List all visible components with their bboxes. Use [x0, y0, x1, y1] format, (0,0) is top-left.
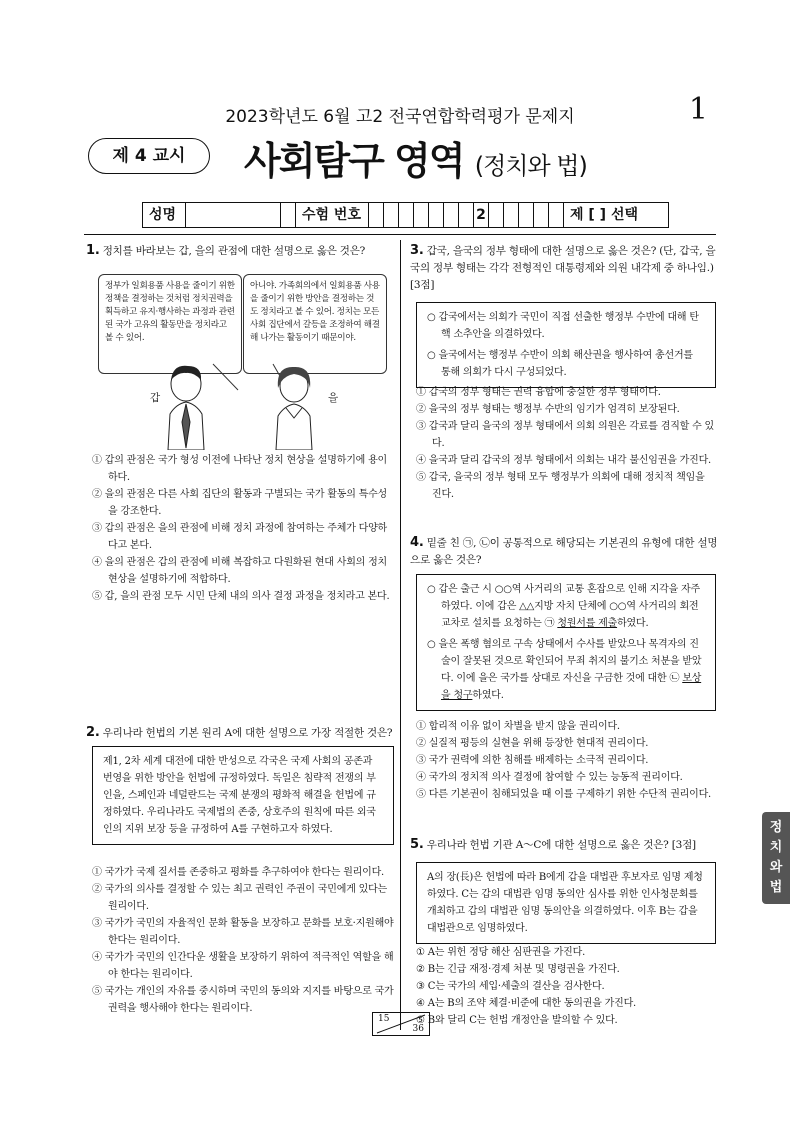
subject-subtitle: (정치와 법) — [474, 152, 587, 180]
period-badge: 제 4 교시 — [88, 138, 210, 174]
question-5 — [410, 836, 718, 854]
choice-1[interactable]: ① 합리적 이유 없이 차별을 받지 않을 권리이다. — [416, 721, 620, 732]
question-2 — [86, 724, 396, 742]
exam-number-box[interactable] — [519, 203, 534, 227]
question-number: 4. — [410, 535, 424, 550]
exam-number-box[interactable] — [504, 203, 519, 227]
passage-item: ○ 갑국에서는 의회가 국민이 직접 선출한 행정부 수반에 대해 탄핵 소추안을 의결하였다. — [427, 312, 699, 340]
header-rule — [84, 234, 716, 235]
subject-name: 사회탐구 영역 — [244, 139, 464, 183]
choice-1[interactable]: ① 국가가 국제 질서를 존중하고 평화를 추구하여야 한다는 원리이다. — [92, 867, 385, 878]
elective-label: 제 [ ] 선택 — [570, 207, 638, 223]
question-number: 3. — [410, 243, 424, 258]
subject-side-tab — [762, 812, 790, 904]
q1-choices — [92, 452, 394, 605]
choice-5[interactable]: ⑤ 갑, 을의 관점 모두 시민 단체 내의 의사 결정 과정을 정치라고 본다. — [92, 591, 390, 602]
underlined-term-a: 청원서를 제출 — [557, 618, 618, 629]
speakers-illustration — [98, 362, 388, 450]
choice-2[interactable]: ② 을의 관점은 다른 사회 집단의 활동과 구별되는 국가 활동의 특수성을 강조한다. — [92, 489, 388, 517]
speaker-label-b: 을 — [328, 392, 338, 404]
choice-2[interactable]: ② 국가의 의사를 결정할 수 있는 최고 권력인 주권이 국민에게 있다는 원리이다. — [92, 884, 388, 912]
choice-4[interactable]: ④ 을국과 달리 갑국의 정부 형태에서 의회는 내각 불신임권을 가진다. — [416, 455, 712, 466]
separator — [281, 203, 296, 227]
choice-3[interactable]: ③ C는 국가의 세입·세출의 결산을 검사한다. — [416, 981, 605, 992]
choice-1[interactable]: ① 갑국의 정부 형태는 권력 융합에 충실한 정부 형태이다. — [416, 387, 661, 398]
current-page: 15 — [378, 1014, 390, 1024]
exam-number-box[interactable] — [429, 203, 444, 227]
exam-title: 2023학년도 6월 고2 전국연합학력평가 문제지 — [225, 107, 575, 127]
choice-4[interactable]: ④ A는 B의 조약 체결·비준에 대한 동의권을 가진다. — [416, 998, 637, 1009]
q5-choices — [416, 944, 716, 1029]
choice-1[interactable]: ① 갑의 관점은 국가 형성 이전에 나타난 정치 현상을 설명하기에 용이하다. — [92, 455, 388, 483]
question-number: 5. — [410, 837, 424, 852]
q2-choices — [92, 864, 394, 1017]
subject-title — [244, 130, 587, 185]
passage-text: 하였다. — [617, 618, 649, 629]
choice-2[interactable]: ② 실질적 평등의 실현을 위해 등장한 현대적 권리이다. — [416, 738, 649, 749]
exam-number-box[interactable] — [369, 203, 384, 227]
q2-passage-box: 제1, 2차 세계 대전에 대한 반성으로 각국은 국제 사회의 공존과 번영을 위한 방안을 헌법에 규정하였다. 독일은 침략적 전쟁의 부인을, 스페인과 네덜란드는 국제 분쟁의 평화적 해결을 헌법에 규정하였다. 우리나라도 국제법의 존중, 상호주의 원칙에 따른 외국인의 지위 보장 등을 규정하여 A를 구현하고자 하였다. — [92, 746, 394, 845]
choice-5[interactable]: ⑤ B와 달리 C는 헌법 개정안을 발의할 수 있다. — [416, 1015, 618, 1026]
speaker-label-a: 갑 — [150, 392, 160, 404]
name-label: 성명 — [143, 203, 186, 227]
choice-5[interactable]: ⑤ 다른 기본권이 침해되었을 때 이를 구제하기 위한 수단적 권리이다. — [416, 789, 712, 800]
q4-choices — [416, 718, 716, 803]
choice-4[interactable]: ④ 국가의 정치적 의사 결정에 참여할 수 있는 능동적 권리이다. — [416, 772, 683, 783]
choice-4[interactable]: ④ 을의 관점은 갑의 관점에 비해 복잡하고 다원화된 현대 사회의 정치 현상을 설명하기에 적합하다. — [92, 557, 388, 585]
choice-3[interactable]: ③ 국가 권력에 의한 침해를 배제하는 소극적 권리이다. — [416, 755, 649, 766]
question-number: 1. — [86, 243, 100, 258]
passage-item — [427, 581, 705, 632]
separator — [549, 203, 564, 227]
question-number: 2. — [86, 725, 100, 740]
choice-3[interactable]: ③ 갑국과 달리 을국의 정부 형태에서 의회 의원은 각료를 겸직할 수 있다. — [416, 421, 714, 449]
question-4 — [410, 534, 718, 569]
page-number: 1 — [688, 92, 708, 127]
question-stem: 우리나라 헌법 기관 A～C에 대한 설명으로 옳은 것은? [3점] — [426, 839, 696, 851]
exam-number-box[interactable] — [489, 203, 504, 227]
total-pages: 36 — [412, 1024, 424, 1034]
choice-4[interactable]: ④ 국가가 국민의 인간다운 생활을 보장하기 위하여 적극적인 역할을 해야 한다는 원리이다. — [92, 952, 394, 980]
bubble-tail — [213, 364, 238, 390]
passage-text: 하였다. — [472, 690, 504, 701]
choice-3[interactable]: ③ 갑의 관점은 을의 관점에 비해 정치 과정에 참여하는 주체가 다양하다고 본다. — [92, 523, 388, 551]
choice-1[interactable]: ① A는 위헌 정당 해산 심판권을 가진다. — [416, 947, 586, 958]
passage-text: ○ 을은 폭행 혐의로 구속 상태에서 수사를 받았으나 목격자의 진술이 잘못된 것으로 확인되어 무죄 취지의 불기소 처분을 받았다. 이에 을은 국가를 상대로 자신을 구금한 것에 대한 ㉡ — [427, 639, 702, 684]
q5-passage-box: A의 장(長)은 헌법에 따라 B에게 갑을 대법관 후보자로 임명 제청하였다. C는 갑의 대법관 임명 동의안 심사를 위한 인사청문회를 개최하고 갑의 대법관 임명 동의안을 의결하였다. 이후 B는 갑을 대법관으로 임명하였다. — [416, 862, 716, 944]
passage-item — [427, 636, 705, 704]
exam-number-box[interactable] — [414, 203, 429, 227]
exam-number-box[interactable] — [399, 203, 414, 227]
q3-passage-box — [416, 302, 716, 388]
choice-3[interactable]: ③ 국가가 국민의 자율적인 문화 활동을 보장하고 문화를 보호·지원해야 한다는 원리이다. — [92, 918, 394, 946]
question-stem: 정치를 바라보는 갑, 을의 관점에 대한 설명으로 옳은 것은? — [102, 245, 366, 257]
name-field[interactable] — [186, 203, 281, 227]
q3-choices — [416, 384, 716, 503]
choice-5[interactable]: ⑤ 국가는 개인의 자유를 중시하며 국민의 동의와 지지를 바탕으로 국가 권력을 행사해야 한다는 원리이다. — [92, 986, 394, 1014]
exam-number-dash — [459, 203, 474, 227]
side-tab-char: 법 — [769, 880, 783, 895]
question-stem: 밑줄 친 ㉠, ㉡이 공통적으로 해당되는 기본권의 유형에 대한 설명으로 옳은 것은? — [410, 537, 718, 566]
info-bar — [142, 202, 669, 228]
underlined-term-b: 보상을 청구 — [441, 673, 702, 701]
exam-number-box[interactable] — [444, 203, 459, 227]
speech-bubble-a: 정부가 일회용품 사용을 줄이기 위한 정책을 결정하는 것처럼 정치권력을 획득하고 유지·행사하는 과정과 관련된 국가 고유의 활동만을 정치라고 볼 수 있어. — [98, 274, 242, 374]
passage-item: ○ 을국에서는 행정부 수반이 의회 해산권을 행사하여 총선거를 통해 의회가 다시 구성되었다. — [427, 350, 693, 378]
exam-number-label: 수험 번호 — [296, 203, 369, 227]
choice-5[interactable]: ⑤ 갑국, 을국의 정부 형태 모두 행정부가 의회에 대해 정치적 책임을 진다. — [416, 472, 705, 500]
page-counter — [372, 1012, 430, 1036]
girl-icon — [276, 367, 312, 450]
question-1 — [86, 242, 392, 260]
side-tab-char: 정 — [769, 820, 783, 835]
side-tab-char: 와 — [769, 860, 783, 875]
question-3 — [410, 242, 718, 294]
exam-number-fixed-digit: 2 — [474, 203, 489, 227]
exam-number-box[interactable] — [384, 203, 399, 227]
side-tab-char: 치 — [769, 840, 783, 855]
choice-2[interactable]: ② 을국의 정부 형태는 행정부 수반의 임기가 엄격히 보장된다. — [416, 404, 680, 415]
choice-2[interactable]: ② B는 긴급 재정·경제 처분 및 명령권을 가진다. — [416, 964, 620, 975]
passage-text: ○ 갑은 출근 시 ○○역 사거리의 교통 혼잡으로 인해 지각을 자주 하였다. 이에 갑은 △△지방 자치 단체에 ○○역 사거리의 회전 교차로 설치를 요청하는 ㉠ — [427, 584, 700, 629]
boy-icon — [168, 366, 204, 450]
column-divider — [400, 240, 401, 1030]
exam-number-box[interactable] — [534, 203, 549, 227]
speech-bubble-b: 아니야. 가족회의에서 일회용품 사용을 줄이기 위한 방안을 결정하는 것도 정치라고 볼 수 있어. 정치는 모든 사회 집단에서 갈등을 조정하여 해결해 나가는 활동이기 때문이야. — [243, 274, 387, 374]
q4-passage-box — [416, 574, 716, 711]
question-stem: 갑국, 을국의 정부 형태에 대한 설명으로 옳은 것은? (단, 갑국, 을국의 정부 형태는 각각 전형적인 대통령제와 의원 내각제 중 하나임.) [3점] — [410, 245, 716, 291]
question-stem: 우리나라 헌법의 기본 원리 A에 대한 설명으로 가장 적절한 것은? — [102, 727, 393, 739]
